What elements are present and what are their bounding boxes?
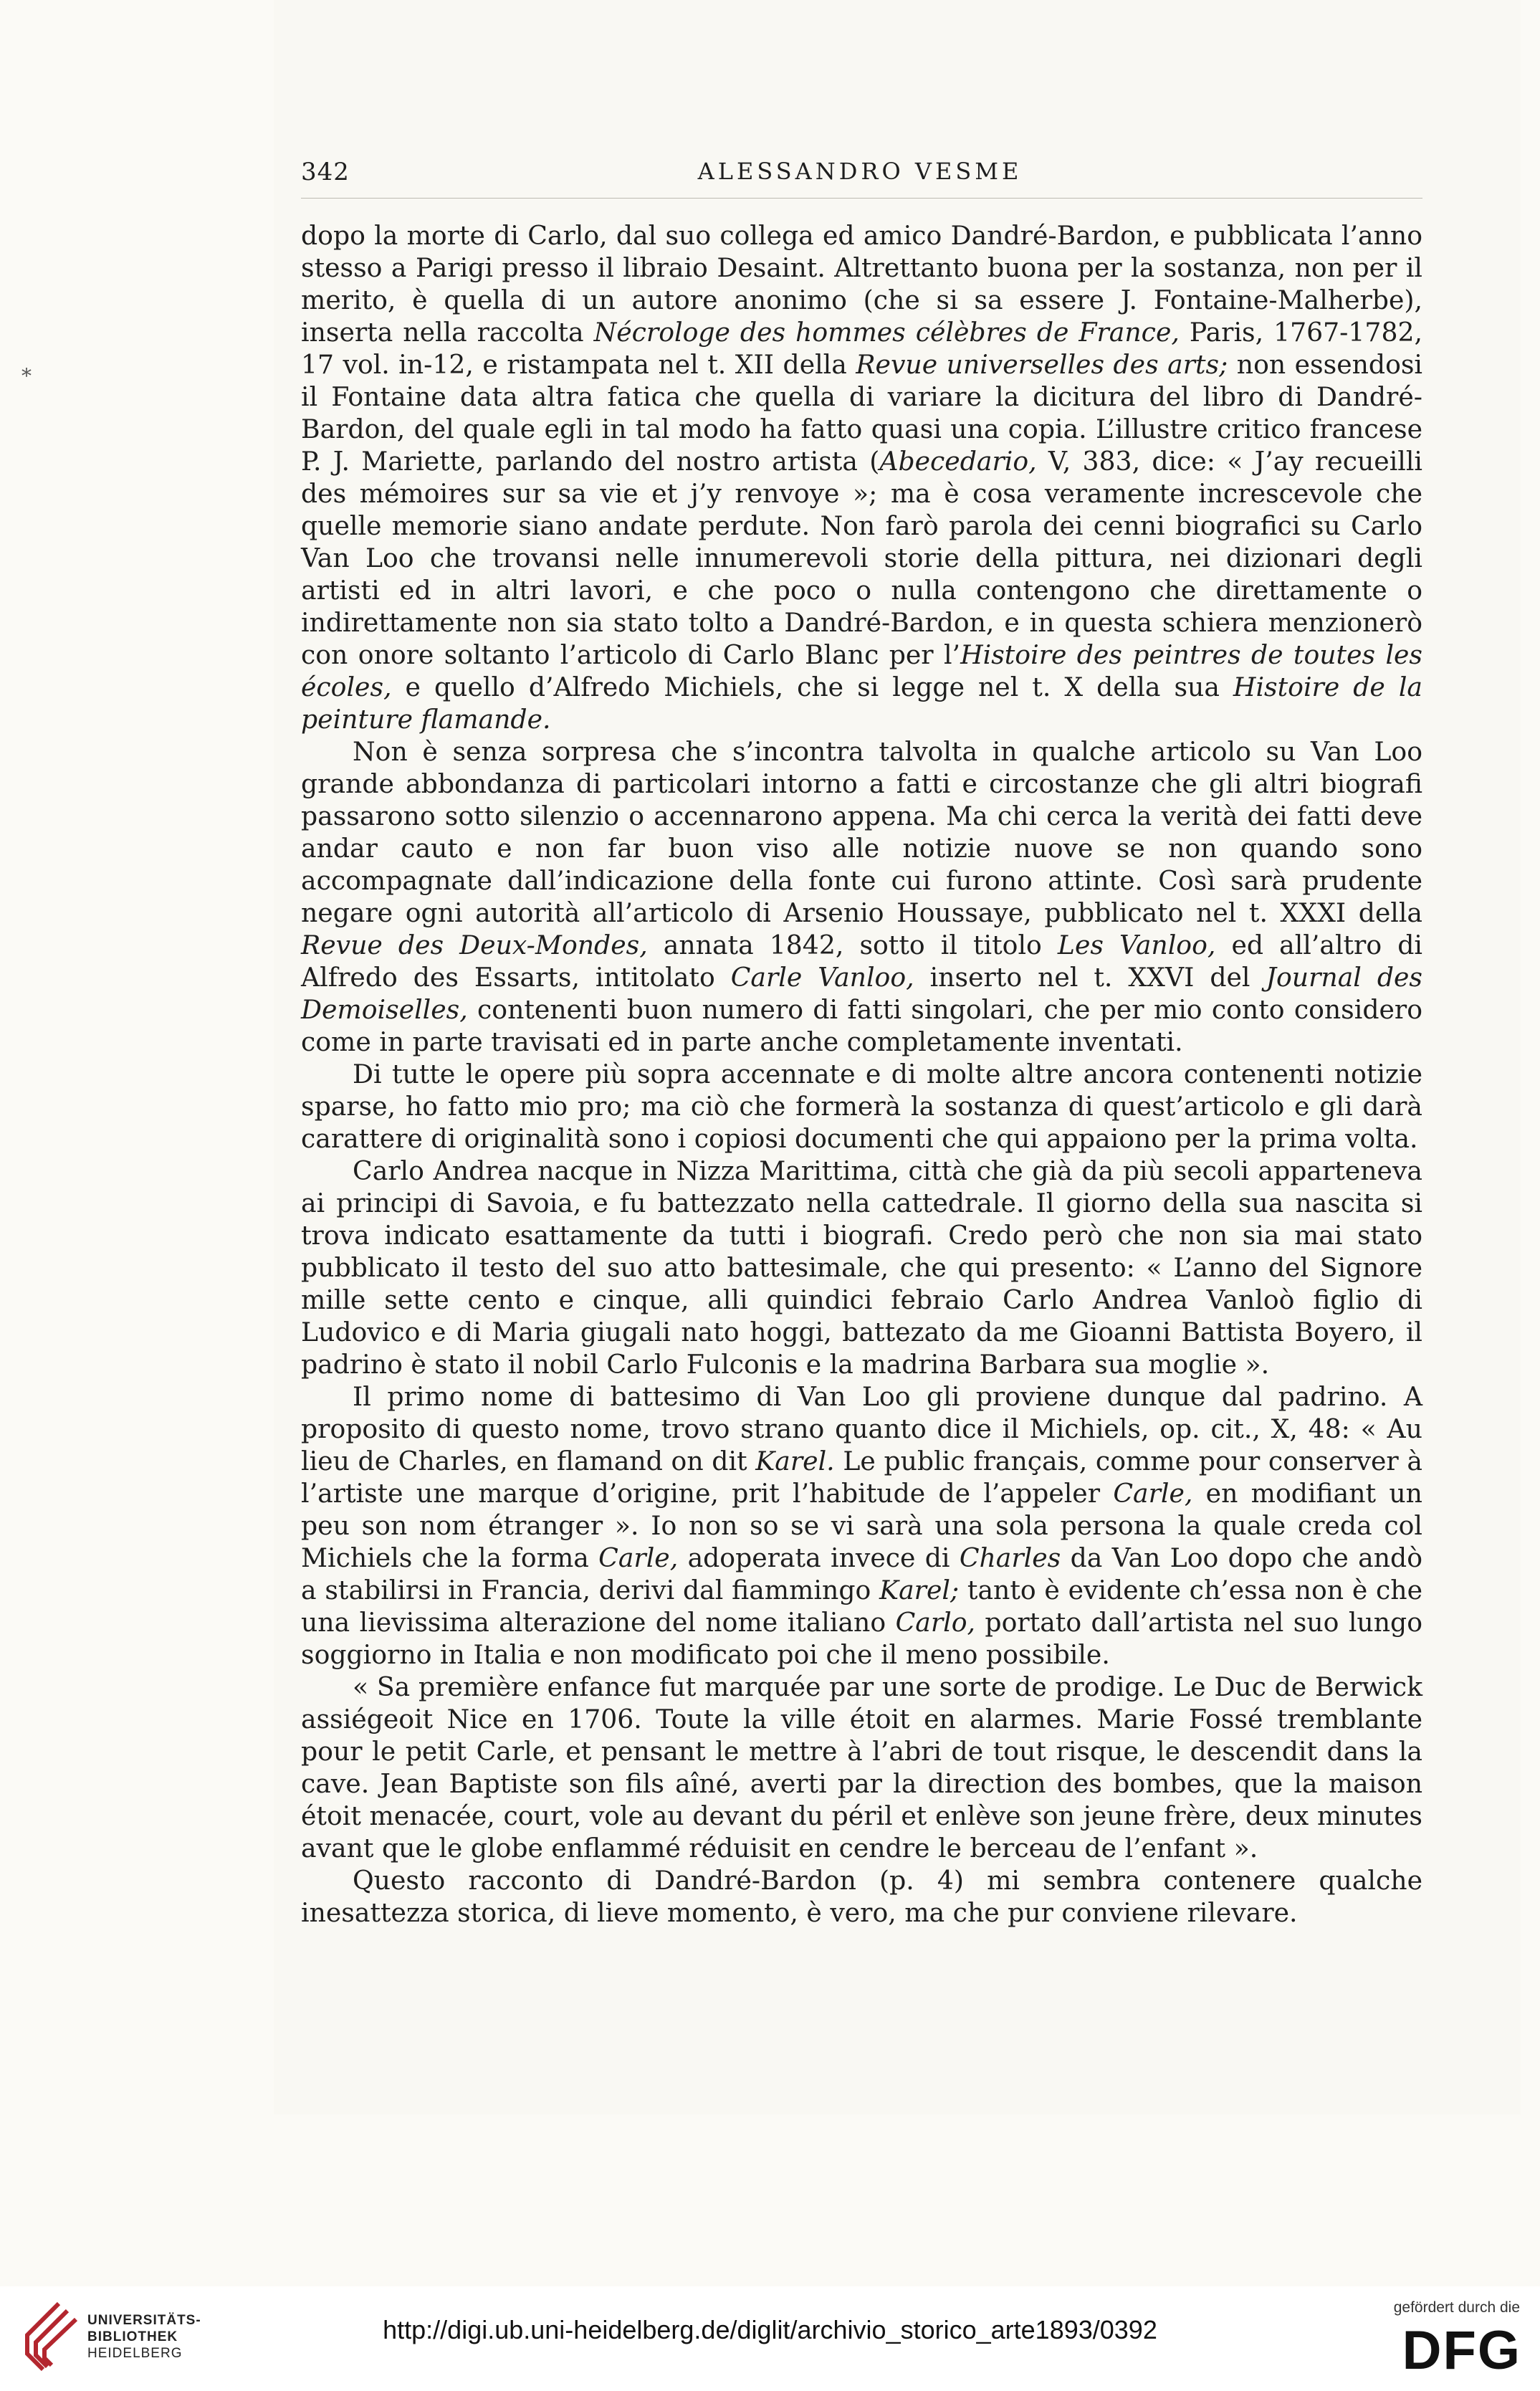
text-run: Di tutte le opere più sopra accennate e di molte altre ancora contenenti notizie sparse, ho fatto mio pro; ma ciò che formerà la sostanza di quest’articolo e gli darà carattere di originalità sono i copiosi documenti che qui appaiono per la prima volta. (301, 1059, 1422, 1154)
italic-title: Karel; (879, 1575, 960, 1605)
paragraph (301, 735, 1422, 1058)
margin-mark: * (21, 364, 32, 388)
text-run: portato dall’artista nel suo lungo soggiorno in Italia e non modificato poi che il meno possibile. (301, 1607, 1422, 1670)
dfg-logo: DFG (1402, 2320, 1521, 2381)
running-title: ALESSANDRO VESME (697, 158, 1023, 185)
italic-title: Revue des Deux-Mondes, (301, 930, 648, 960)
italic-title: Histoire de la peinture flamande. (301, 672, 1422, 735)
italic-title: Nécrologe des hommes célèbres de France, (593, 317, 1180, 348)
italic-title: Histoire des peintres de toutes les écoles, (301, 639, 1423, 702)
text-run: inserto nel t. XXVI del (914, 962, 1266, 993)
paragraph (301, 1155, 1422, 1380)
text-run: e quello d’Alfredo Michiels, che si legge nel t. X della sua (391, 672, 1233, 702)
header-divider (301, 198, 1422, 199)
paragraph (301, 1671, 1422, 1864)
italic-title: Journal des Demoiselles, (301, 962, 1422, 1025)
page-header (301, 149, 1419, 192)
italic-title: Les Vanloo, (1057, 930, 1216, 960)
library-name-line: HEIDELBERG (87, 2346, 183, 2361)
text-run: non essendosi il Fontaine data altra fatica che quella di variare la dicitura del libro di Dandré-Bardon, del quale egli in tal modo ha fatto quasi una copia. L’illustre critico francese P. J. Mariette, parlando del nostro artista ( (301, 349, 1423, 477)
italic-title: Revue universelles des arts; (856, 349, 1228, 380)
article-body (301, 219, 1422, 1929)
text-run: ed all’altro di Alfredo des Essarts, intitolato (301, 930, 1422, 993)
italic-title: Carle, (598, 1542, 679, 1573)
text-run: adoperata invece di (678, 1542, 960, 1573)
italic-title: Carlo, (895, 1607, 975, 1638)
text-run: V, 383, dice: « J’ay recueilli des mémoires sur sa vie et j’y renvoye »; ma è cosa veramente increscevole che quelle memorie siano andate perdute. Non farò parola dei cenni biografici su Carlo Van Loo che trovansi nelle innumerevoli storie della pittura, nei dizionari degli artisti ed in altri lavori, e che poco o nulla contengono che direttamente o indirettamente non sia stato tolto a Dandré-Bardon, e in questa schiera menzionerò con onore soltanto l’articolo di Carlo Blanc per l’ (301, 446, 1422, 670)
text-run: da Van Loo dopo che andò a stabilirsi in Francia, derivi dal fiammingo (301, 1542, 1422, 1605)
italic-title: Charles (959, 1542, 1061, 1573)
library-name-line: BIBLIOTHEK (87, 2329, 178, 2344)
paragraph (301, 1864, 1422, 1929)
text-run: dopo la morte di Carlo, dal suo collega ed amico Dandré-Bardon, e pubblicata l’anno stesso a Parigi presso il libraio Desaint. Altrettanto buona per la sostanza, non per il merito, è quella di un autore anonimo (che si sa essere J. Fontaine-Malherbe), inserta nella raccolta (301, 220, 1422, 348)
italic-title: Carle, (1113, 1478, 1193, 1509)
italic-title: Carle Vanloo, (730, 962, 914, 993)
text-run: en modifiant un peu son nom étranger ». Io non so se vi sarà una sola persona la quale creda col Michiels che la forma (301, 1478, 1422, 1573)
funding-label: gefördert durch die (1393, 2299, 1520, 2316)
text-run: annata 1842, sotto il titolo (647, 930, 1058, 960)
text-run: Questo racconto di Dandré-Bardon (p. 4) mi sembra contenere qualche inesattezza storica, di lieve momento, è vero, ma che pur conviene rilevare. (301, 1865, 1422, 1928)
library-name-line: UNIVERSITÄTS- (87, 2313, 201, 2328)
text-run: Paris, 1767-1782, 17 vol. in-12, e ristampata nel t. XII della (301, 317, 1422, 380)
paragraph (301, 1380, 1422, 1671)
text-run: Le public français, comme pour conserver à l’artiste une marque d’origine, prit l’habitude de l’appeler (301, 1446, 1422, 1509)
paragraph (301, 219, 1422, 735)
permalink-url[interactable]: http://digi.ub.uni-heidelberg.de/diglit/archivio_storico_arte1893/0392 (383, 2315, 1157, 2344)
text-run: Non è senza sorpresa che s’incontra talvolta in qualche articolo su Van Loo grande abbondanza di particolari intorno a fatti e circostanze che gli altri biografi passarono sotto silenzio o accennarono appena. Ma chi cerca la verità dei fatti deve andar cauto e non far buon viso alle notizie nuove se non quando sono accompagnate dall’indicazione della fonte cui furono attinte. Così sarà prudente negare ogni autorità all’articolo di Arsenio Houssaye, pubblicato nel t. XXXI della (301, 736, 1422, 928)
text-run: Carlo Andrea nacque in Nizza Marittima, città che già da più secoli apparteneva ai principi di Savoia, e fu battezzato nella cattedrale. Il giorno della sua nascita si trova indicato esattamente da tutti i biografi. Credo però che non sia mai stato pubblicato il testo del suo atto battesimale, che qui presento: « L’anno del Signore mille sette cento e cinque, alli quindici febraio Carlo Andrea Vanloò figlio di Ludovico e di Maria giugali nato hoggi, battezato da me Gioanni Battista Boyero, il padrino è stato il nobil Carlo Fulconis e la madrina Barbara sua moglie ». (301, 1155, 1422, 1380)
page-number: 342 (301, 158, 350, 186)
viewer-footer (0, 2286, 1540, 2391)
text-run: Il primo nome di battesimo di Van Loo gli proviene dunque dal padrino. A proposito di questo nome, trovo strano quanto dice il Michiels, op. cit., X, 48: « Au lieu de Charles, en flamand on dit (301, 1381, 1422, 1476)
text-run: contenenti buon numero di fatti singolari, che per mio conto considero come in parte travisati ed in parte anche completamente inventati. (301, 994, 1422, 1057)
text-run: tanto è evidente ch’essa non è che una lievissima alterazione del nome italiano (301, 1575, 1423, 1638)
text-run: « Sa première enfance fut marquée par une sorte de prodige. Le Duc de Berwick assiégeoit Nice en 1706. Toute la ville étoit en alarmes. Marie Fossé tremblante pour le petit Carle, et pensant le mettre à l’abri de tout risque, le descendit dans la cave. Jean Baptiste son fils aîné, averti par la direction des bombes, que la maison étoit menacée, court, vole au devant du péril et enlève son jeune frère, deux minutes avant que le globe enflammé réduisit en cendre le berceau de l’enfant ». (301, 1671, 1422, 1863)
italic-title: Abecedario, (879, 446, 1037, 477)
italic-title: Karel. (755, 1446, 835, 1476)
paragraph (301, 1058, 1422, 1155)
